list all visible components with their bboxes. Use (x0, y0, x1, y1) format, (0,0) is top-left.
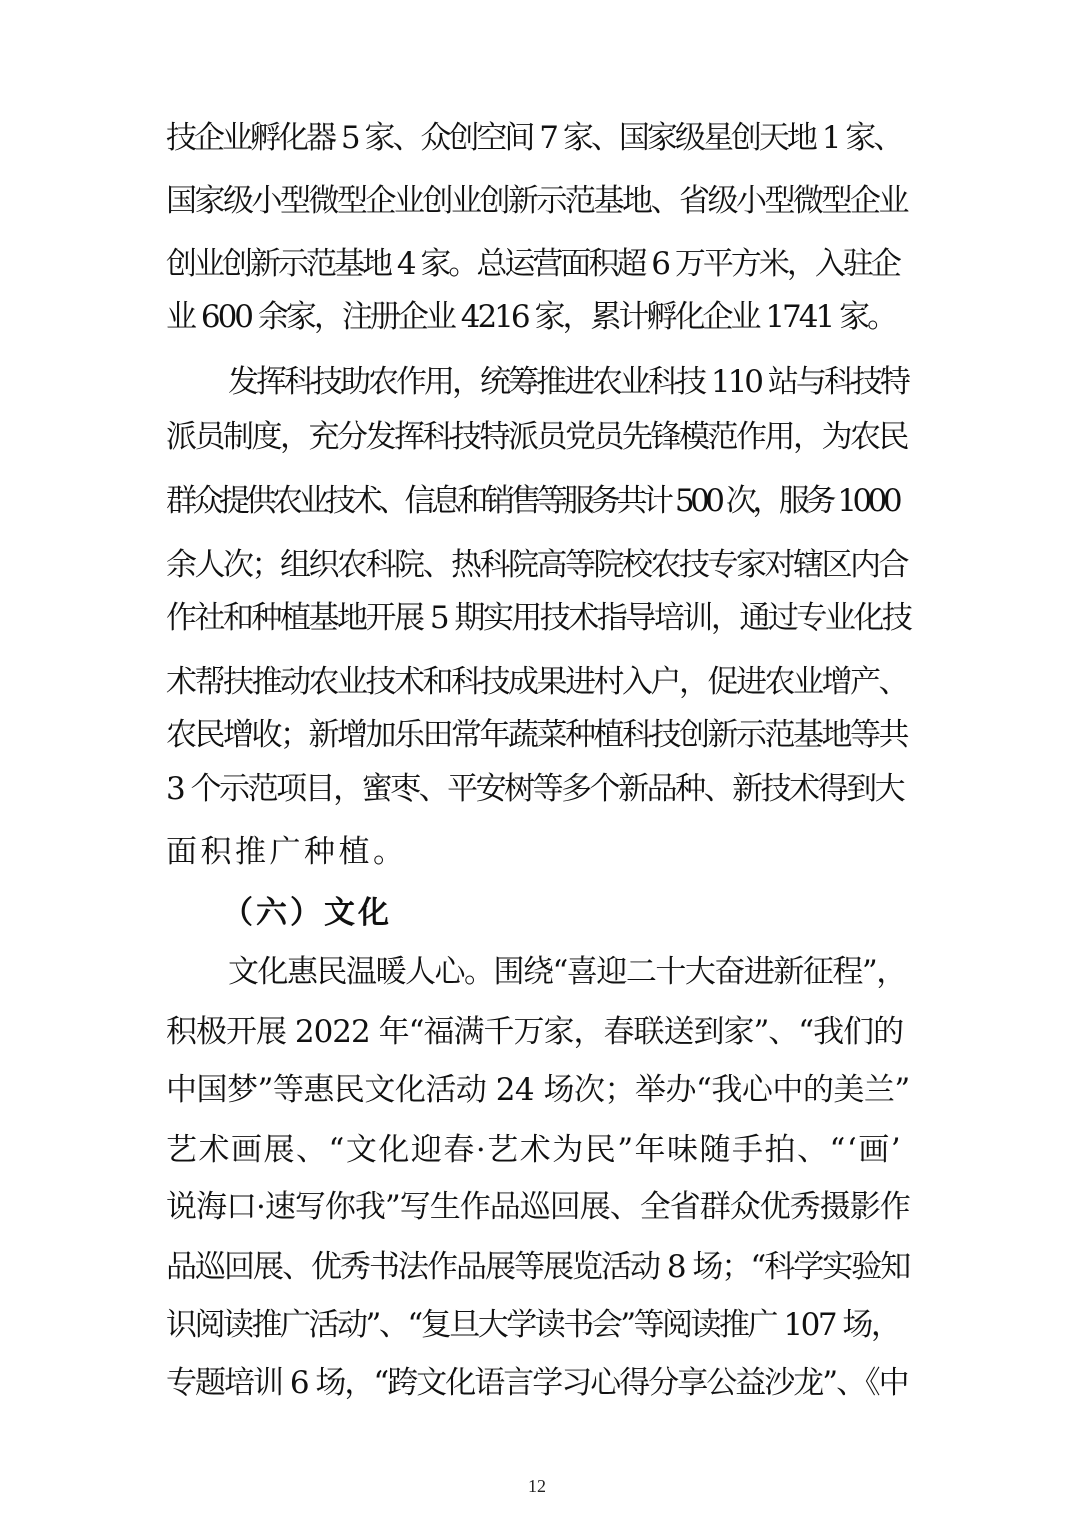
paragraph-line: 文化惠民温暖人心。围绕“喜迎二十大奋进新征程”， (228, 954, 906, 990)
paragraph-line: 发挥科技助农作用，统筹推进农业科技 110 站与科技特 (228, 364, 908, 400)
paragraph-line: 面积推广种植。 (166, 834, 408, 870)
paragraph-line: 识阅读推广活动”、“复旦大学读书会”等阅读推广 107 场， (166, 1307, 900, 1343)
paragraph-line: 业 600 余家，注册企业 4216 家，累计孵化企业 1741 家。 (166, 299, 896, 335)
paragraph-line: 品巡回展、优秀书法作品展等展览活动 8 场；“科学实验知 (166, 1249, 910, 1285)
paragraph-line: 国家级小型微型企业创业创新示范基地、省级小型微型企业 (166, 183, 907, 219)
paragraph-line: 积极开展 2022 年“福满千万家，春联送到家”、“我们的 (166, 1014, 904, 1050)
paragraph-line: 术帮扶推动农业技术和科技成果进村入户，促进农业增产、 (166, 664, 907, 700)
paragraph-line: 中国梦”等惠民文化活动 24 场次；举办“我心中的美兰” (166, 1072, 910, 1108)
page-number: 12 (528, 1476, 546, 1496)
paragraph-line: 创业创新示范基地 4 家。总运营面积超 6 万平方米，入驻企 (166, 246, 899, 282)
paragraph-line: 3 个示范项目，蜜枣、平安树等多个新品种、新技术得到大 (166, 771, 904, 807)
paragraph-line: 说海口·速写你我”写生作品巡回展、全省群众优秀摄影作 (166, 1189, 910, 1225)
paragraph-line: 余人次；组织农科院、热科院高等院校农技专家对辖区内合 (166, 547, 907, 583)
paragraph-line: 派员制度，充分发挥科技特派员党员先锋模范作用，为农民 (166, 419, 907, 455)
paragraph-line: 群众提供农业技术、信息和销售等服务共计 500 次，服务 1000 (166, 483, 899, 519)
paragraph-line: 艺术画展、“文化迎春·艺术为民”年味随手拍、“‘画’ (166, 1132, 903, 1168)
paragraph-line: 作社和种植基地开展 5 期实用技术指导培训，通过专业化技 (166, 600, 911, 636)
section-heading: （六）文化 (222, 895, 392, 931)
paragraph-line: 技企业孵化器 5 家、众创空间 7 家、国家级星创天地 1 家、 (166, 120, 902, 156)
paragraph-line: 专题培训 6 场，“跨文化语言学习心得分享公益沙龙”、《中 (166, 1365, 908, 1401)
paragraph-line: 农民增收；新增加乐田常年蔬菜种植科技创新示范基地等共 (166, 717, 907, 753)
